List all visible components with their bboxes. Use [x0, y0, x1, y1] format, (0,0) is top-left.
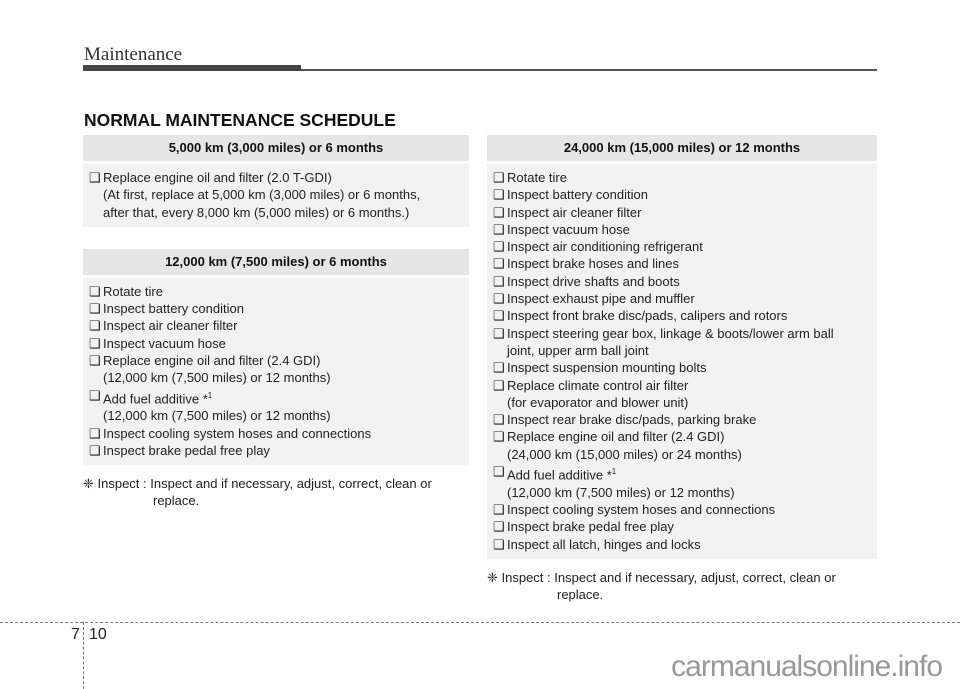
checkbox-icon: ❑	[89, 318, 101, 334]
checkbox-icon: ❑	[89, 442, 101, 458]
item-text: Replace engine oil and filter (2.4 GDI)	[507, 429, 725, 445]
note-line: ❈ Inspect : Inspect and if necessary, adjust, correct, clean or	[83, 476, 432, 492]
list-item	[89, 317, 463, 334]
checkbox-icon: ❑	[493, 187, 505, 203]
item-text: Add fuel additive *	[507, 467, 612, 483]
checkbox-icon: ❑	[493, 256, 505, 272]
item-text: Inspect brake hoses and lines	[507, 256, 679, 272]
checkbox-icon: ❑	[89, 425, 101, 441]
item-text: Inspect battery condition	[507, 187, 648, 203]
checkbox-icon: ❑	[493, 429, 505, 445]
item-text: Replace engine oil and filter (2.0 T-GDI)	[103, 170, 332, 185]
item-text: Inspect cooling system hoses and connections	[103, 425, 372, 441]
checkbox-icon: ❑	[493, 377, 505, 393]
watermark: carmanualsonline.info	[671, 650, 942, 683]
checkbox-icon: ❑	[493, 464, 505, 480]
item-text: Inspect battery condition	[103, 301, 244, 317]
item-text: Inspect air conditioning refrigerant	[507, 239, 703, 255]
list-item	[493, 377, 871, 394]
schedule-block	[487, 135, 877, 559]
checkbox-icon: ❑	[493, 204, 505, 220]
list-item	[89, 442, 463, 459]
item-text: Replace engine oil and filter (2.4 GDI)	[103, 353, 321, 369]
list-item	[493, 536, 871, 553]
list-item	[89, 387, 463, 408]
list-item	[493, 463, 871, 484]
item-text: Inspect vacuum hose	[507, 221, 630, 237]
list-item	[493, 307, 871, 324]
item-detail: (12,000 km (7,500 miles) or 12 months)	[103, 370, 331, 386]
item-text: Add fuel additive *	[103, 391, 208, 406]
item-text: Inspect brake pedal free play	[103, 442, 270, 458]
footer-divider	[0, 622, 960, 623]
item-text: Inspect brake pedal free play	[507, 519, 674, 535]
note-line: ❈ Inspect : Inspect and if necessary, adjust, correct, clean or	[487, 569, 836, 585]
checkbox-icon: ❑	[493, 519, 505, 535]
schedule-heading: 12,000 km (7,500 miles) or 6 months	[83, 249, 469, 275]
list-item	[493, 501, 871, 518]
inspect-note	[487, 569, 877, 604]
checkbox-icon: ❑	[493, 291, 505, 307]
checkbox-icon: ❑	[89, 387, 101, 403]
item-text: Rotate tire	[507, 170, 567, 185]
checkbox-icon: ❑	[493, 273, 505, 289]
schedule-items	[83, 164, 469, 227]
item-text: Inspect front brake disc/pads, calipers and rotors	[507, 308, 788, 324]
page-number: 10	[89, 626, 107, 643]
item-detail: joint, upper arm ball joint	[507, 342, 649, 358]
list-item	[89, 169, 463, 186]
item-text: Inspect drive shafts and boots	[507, 273, 680, 289]
item-detail: (At first, replace at 5,000 km (3,000 miles) or 6 months,	[103, 187, 421, 203]
checkbox-icon: ❑	[493, 325, 505, 341]
item-detail: (24,000 km (15,000 miles) or 24 months)	[507, 446, 742, 462]
footnote-marker: 1	[207, 390, 213, 400]
checkbox-icon: ❑	[89, 170, 101, 185]
checkbox-icon: ❑	[493, 412, 505, 428]
schedule-block	[83, 135, 469, 227]
schedule-items	[83, 278, 469, 465]
item-text: Inspect all latch, hinges and locks	[507, 536, 701, 552]
header-rule-thick	[83, 65, 301, 71]
item-detail: (for evaporator and blower unit)	[507, 394, 689, 410]
item-text: Inspect steering gear box, linkage & boots/lower arm ball	[507, 325, 834, 341]
list-item	[493, 221, 871, 238]
list-item	[493, 238, 871, 255]
list-item	[89, 300, 463, 317]
header-rule-thin	[301, 69, 877, 71]
page-title: NORMAL MAINTENANCE SCHEDULE	[84, 110, 396, 130]
schedule-items	[487, 164, 877, 559]
chapter-number: 7	[71, 626, 80, 643]
checkbox-icon: ❑	[493, 536, 505, 552]
list-item	[493, 169, 871, 186]
list-item	[493, 204, 871, 221]
item-text: Replace climate control air filter	[507, 377, 689, 393]
item-text: Inspect air cleaner filter	[103, 318, 238, 334]
item-text: Inspect suspension mounting bolts	[507, 360, 707, 376]
left-column	[83, 135, 469, 510]
list-item	[493, 186, 871, 203]
list-item	[493, 518, 871, 535]
list-item	[493, 255, 871, 272]
list-item	[493, 359, 871, 376]
page-number-divider	[83, 622, 84, 689]
item-text: Inspect exhaust pipe and muffler	[507, 291, 695, 307]
item-text: Inspect vacuum hose	[103, 335, 226, 351]
list-item	[493, 273, 871, 290]
checkbox-icon: ❑	[493, 239, 505, 255]
item-detail: (12,000 km (7,500 miles) or 12 months)	[507, 484, 735, 500]
item-text: Rotate tire	[103, 283, 163, 299]
list-item	[493, 290, 871, 307]
checkbox-icon: ❑	[493, 170, 505, 185]
checkbox-icon: ❑	[89, 353, 101, 369]
note-line: replace.	[557, 587, 604, 603]
right-column	[487, 135, 877, 603]
schedule-heading: 5,000 km (3,000 miles) or 6 months	[83, 135, 469, 161]
item-text: Inspect air cleaner filter	[507, 204, 642, 220]
footnote-marker: 1	[611, 467, 617, 477]
note-line: replace.	[153, 493, 200, 509]
list-item	[493, 325, 871, 342]
inspect-note	[83, 475, 469, 510]
checkbox-icon: ❑	[493, 501, 505, 517]
list-item	[89, 283, 463, 300]
item-text: Inspect rear brake disc/pads, parking brake	[507, 412, 757, 428]
checkbox-icon: ❑	[493, 308, 505, 324]
checkbox-icon: ❑	[493, 221, 505, 237]
checkbox-icon: ❑	[493, 360, 505, 376]
list-item	[89, 352, 463, 369]
list-item	[493, 428, 871, 445]
item-text: Inspect cooling system hoses and connections	[507, 501, 776, 517]
checkbox-icon: ❑	[89, 301, 101, 317]
section-title: Maintenance	[84, 44, 183, 65]
item-detail: after that, every 8,000 km (5,000 miles) or 6 months.)	[103, 204, 410, 220]
list-item	[493, 411, 871, 428]
checkbox-icon: ❑	[89, 283, 101, 299]
schedule-block	[83, 249, 469, 465]
list-item	[89, 425, 463, 442]
schedule-heading: 24,000 km (15,000 miles) or 12 months	[487, 135, 877, 161]
item-detail: (12,000 km (7,500 miles) or 12 months)	[103, 408, 331, 424]
list-item	[89, 335, 463, 352]
checkbox-icon: ❑	[89, 335, 101, 351]
